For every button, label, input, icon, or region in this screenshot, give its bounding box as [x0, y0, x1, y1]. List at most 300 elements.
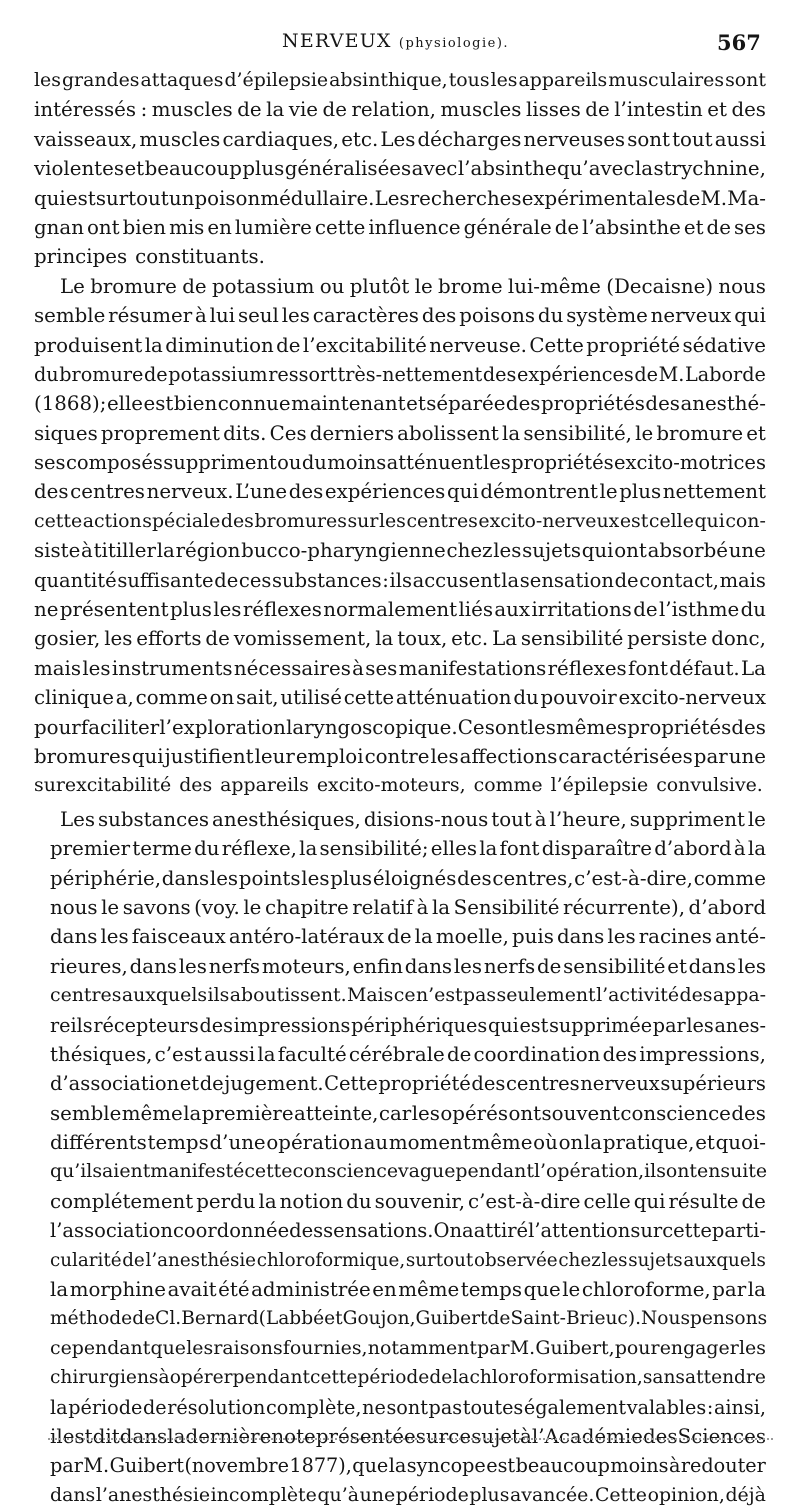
word: à — [733, 837, 746, 861]
word: opérer — [169, 1367, 233, 1389]
word: des — [471, 1072, 506, 1096]
word: nous — [50, 895, 98, 919]
running-head-title — [282, 30, 509, 52]
word: dans — [50, 925, 98, 949]
page-number: 567 — [717, 30, 761, 55]
word: la — [431, 895, 451, 919]
word: ou — [319, 274, 345, 298]
word: reils — [50, 1013, 93, 1037]
word: sujet — [471, 1424, 520, 1448]
word: périphériques — [351, 1013, 488, 1037]
word: récurrente), — [562, 895, 685, 919]
word: comme — [473, 774, 543, 797]
word: pendant — [455, 1160, 534, 1183]
word: l’Académie — [531, 1424, 643, 1448]
word: souvenir, — [374, 1189, 465, 1213]
word: mais — [719, 568, 766, 592]
word: à — [520, 1424, 532, 1448]
word: ont — [665, 1160, 698, 1183]
word: la — [502, 421, 521, 445]
word: Nous — [641, 1308, 690, 1330]
word: que — [523, 1278, 561, 1302]
word: font — [628, 656, 668, 680]
word: atteinte, — [294, 1101, 379, 1125]
word: centres — [70, 480, 145, 504]
paragraph-first-line — [34, 805, 766, 834]
word: de — [614, 568, 639, 592]
word: vaisseaux, — [34, 127, 138, 151]
word: leur — [254, 744, 295, 768]
word: avec — [411, 157, 458, 181]
word: du — [513, 686, 539, 710]
word: affections — [459, 744, 558, 768]
text-line — [34, 477, 766, 506]
word: bromure — [59, 362, 144, 386]
word: Les — [60, 807, 95, 831]
word: les — [527, 715, 556, 739]
word: les — [34, 69, 61, 91]
word: opinion, — [647, 1483, 725, 1506]
word: il — [50, 1424, 63, 1448]
word: moment — [388, 1131, 471, 1155]
word: auxquels — [121, 984, 208, 1007]
word: par — [477, 1336, 510, 1359]
word: expériences — [324, 480, 446, 504]
word: défaut. — [669, 656, 740, 680]
word: sait, — [236, 686, 279, 710]
word: la — [50, 1395, 68, 1419]
word: dans — [50, 1483, 96, 1506]
word: etc. — [451, 627, 489, 651]
word: gnan — [34, 215, 84, 239]
text-line — [34, 1246, 766, 1275]
text-line — [34, 922, 766, 951]
word: à — [416, 895, 429, 919]
word: sujets — [522, 539, 581, 563]
word: est — [619, 509, 649, 532]
word: des — [642, 1424, 678, 1448]
word: qui — [694, 509, 725, 532]
word: ses — [365, 656, 398, 680]
word: et — [695, 1131, 715, 1155]
word: de — [182, 274, 207, 298]
word: nerveux — [650, 304, 732, 328]
word: On — [433, 1219, 463, 1243]
word: toutes — [462, 1395, 524, 1419]
word: observée — [473, 1249, 558, 1271]
word: absorbé — [647, 539, 728, 563]
word: à — [534, 807, 547, 831]
word: sensibilité; — [319, 837, 429, 861]
word: surexcitabilité — [34, 774, 172, 797]
text-line — [34, 1157, 766, 1186]
word: syncope — [406, 1454, 486, 1478]
word: de — [536, 954, 562, 978]
word: est — [143, 392, 174, 416]
word: pour — [34, 715, 81, 739]
word: centres, — [492, 866, 574, 890]
word: et — [707, 98, 727, 122]
word: le — [101, 895, 120, 919]
word: ils — [207, 984, 230, 1007]
text-line — [34, 154, 766, 183]
word: bromures — [254, 509, 347, 532]
word: pensons — [690, 1308, 768, 1330]
word: au — [363, 1131, 389, 1155]
word: (voy. — [194, 895, 240, 919]
word: l’isthme — [658, 598, 740, 622]
word: le — [243, 895, 262, 919]
word: dans — [129, 954, 177, 978]
word: engager — [659, 1336, 739, 1359]
word: (Labbé — [258, 1308, 325, 1330]
word: muscles — [440, 98, 522, 122]
word: sujets — [628, 1249, 683, 1271]
word: conscience — [292, 1160, 398, 1183]
word: accusent — [412, 568, 501, 592]
word: la — [479, 837, 498, 861]
word: : — [140, 98, 148, 122]
word: quoi- — [715, 1131, 766, 1155]
word: l’association — [50, 1219, 173, 1243]
word: moins — [610, 1454, 669, 1478]
word: connue — [217, 392, 291, 416]
word: les — [490, 69, 518, 91]
word: les — [104, 627, 133, 651]
word: de — [205, 627, 230, 651]
word: et — [324, 1308, 343, 1330]
word: des — [602, 1042, 638, 1066]
word: par — [712, 1278, 747, 1302]
word: aux — [494, 598, 531, 622]
word: aient — [102, 1160, 151, 1183]
word: dits. — [223, 421, 267, 445]
word: une — [728, 539, 766, 563]
word: plus — [169, 598, 212, 622]
word: ont — [86, 215, 120, 239]
word: qui — [131, 744, 164, 768]
text-line — [34, 331, 766, 360]
word: n’est — [415, 984, 463, 1007]
word: la — [144, 333, 163, 357]
word: présentent — [59, 598, 169, 622]
word: l’attention — [528, 1219, 631, 1243]
word: anesthésiques, — [212, 807, 361, 831]
word: Bernard — [181, 1308, 259, 1330]
word: bien — [173, 392, 218, 416]
word: généralisées — [284, 157, 412, 181]
word: bromures — [34, 744, 131, 768]
word: différents — [50, 1131, 147, 1155]
word: constituants. — [135, 245, 265, 269]
word: nerveux. — [146, 480, 234, 504]
word: sensibilité — [520, 627, 624, 651]
word: donc, — [711, 627, 766, 651]
word: jugement. — [224, 1072, 324, 1096]
word: la — [183, 1101, 202, 1125]
word: cette — [343, 686, 395, 710]
word: Guibert, — [535, 1336, 615, 1359]
word: sur — [630, 1219, 663, 1243]
word: ce — [448, 1424, 472, 1448]
word: la — [388, 1454, 407, 1478]
word: M. — [83, 1454, 110, 1478]
word: également — [523, 1395, 627, 1419]
word: tout — [491, 807, 532, 831]
word: proprement — [100, 421, 220, 445]
word: été — [218, 1278, 250, 1302]
text-line — [34, 66, 766, 95]
word: est — [65, 186, 96, 210]
text-line — [34, 1304, 766, 1333]
paragraph-first-line — [34, 272, 766, 301]
word: surtout — [95, 186, 169, 210]
word: qui — [34, 186, 66, 210]
word: M. — [509, 1336, 536, 1359]
word: à — [352, 656, 364, 680]
word: résumer — [108, 304, 193, 328]
word: note — [271, 1424, 316, 1448]
running-head-subtitle: (physiologie). — [398, 36, 510, 51]
word: les — [178, 954, 207, 978]
word: que — [150, 1336, 186, 1359]
text-line — [34, 893, 766, 922]
word: sédative — [682, 333, 766, 357]
word: les — [737, 954, 766, 978]
word: cette — [662, 1219, 712, 1243]
word: et — [124, 157, 145, 181]
word: poisons — [459, 304, 536, 328]
word: complète, — [266, 1395, 362, 1419]
word: ont — [508, 1101, 542, 1125]
word: nerveux — [580, 1072, 660, 1096]
word: moteurs, — [261, 954, 351, 978]
word: de — [487, 1308, 511, 1330]
word: puis — [511, 925, 554, 949]
word: dit — [92, 1424, 120, 1448]
word: sur — [347, 509, 379, 532]
word: siques — [34, 421, 98, 445]
word: des — [731, 715, 766, 739]
word: a — [462, 1219, 474, 1243]
word: Sciences — [677, 1424, 766, 1448]
word: le — [635, 421, 654, 445]
word: antéro-latéraux — [228, 925, 385, 949]
word: anté- — [715, 925, 766, 949]
word: absinthique, — [329, 69, 448, 91]
word: temps — [147, 1131, 209, 1155]
word: de — [634, 362, 659, 386]
word: ce — [393, 984, 416, 1007]
word: l’absinthe — [457, 157, 557, 181]
word: en — [207, 215, 232, 239]
word: opérés — [440, 1101, 508, 1125]
word: plus — [330, 866, 373, 890]
word: moelle, — [435, 925, 509, 949]
word: semble — [34, 304, 106, 328]
word: elles — [430, 837, 477, 861]
word: d’association — [50, 1072, 180, 1096]
word: de — [122, 1249, 145, 1271]
word: d’épilepsie — [224, 69, 329, 91]
word: du — [740, 598, 766, 622]
word: de — [143, 362, 168, 386]
word: L’une — [235, 480, 288, 504]
word: à — [158, 1367, 170, 1389]
word: substances — [97, 807, 210, 831]
word: nettement — [662, 480, 766, 504]
word: qu’avec — [557, 157, 635, 181]
word: ces — [238, 568, 272, 592]
word: avancée. — [510, 1483, 595, 1506]
word: manifestations — [398, 656, 547, 680]
word: ensuite — [697, 1160, 768, 1183]
word: opération — [266, 1131, 363, 1155]
text-line — [34, 213, 766, 242]
word: contre — [364, 744, 430, 768]
word: attendre — [685, 1367, 766, 1389]
word: ou — [277, 451, 302, 475]
text-line — [34, 1275, 766, 1304]
word: les — [482, 451, 511, 475]
word: du — [301, 451, 327, 475]
word: les — [301, 866, 330, 890]
word: potassium — [211, 274, 315, 298]
word: même — [398, 1278, 460, 1302]
word: notion — [279, 1189, 344, 1213]
word: violentes — [34, 157, 124, 181]
word: c’est — [154, 1042, 202, 1066]
word: disparaître — [541, 837, 652, 861]
word: Cette — [529, 333, 584, 357]
text-line — [34, 834, 766, 863]
word: les — [430, 744, 459, 768]
word: où — [533, 1131, 558, 1155]
word: efforts — [136, 627, 202, 651]
word: de — [675, 186, 701, 210]
word: thésiques, — [50, 1042, 153, 1066]
word: du — [34, 362, 59, 386]
word: potassium — [168, 362, 268, 386]
word: appareils — [220, 774, 309, 797]
word: disions-nous — [363, 807, 489, 831]
word: la — [414, 925, 433, 949]
word: appareils — [518, 69, 608, 91]
word: la — [501, 568, 520, 592]
word: complétement — [50, 1189, 194, 1213]
word: chirurgiens — [50, 1367, 159, 1389]
word: valables — [626, 1395, 707, 1419]
word: on — [209, 686, 235, 710]
word: suppriment — [163, 451, 277, 475]
word: dernière — [185, 1424, 272, 1448]
word: d’abord — [654, 837, 732, 861]
word: et — [746, 421, 766, 445]
word: la — [50, 1278, 69, 1302]
word: atténuation — [395, 686, 512, 710]
word: atténuent — [386, 451, 483, 475]
word: on — [558, 1131, 584, 1155]
word: expériences — [516, 362, 634, 386]
word: méthode — [50, 1308, 133, 1330]
word: redouter — [680, 1454, 766, 1478]
word: les — [453, 954, 483, 978]
word: spéciale — [142, 509, 221, 532]
word: notamment — [367, 1336, 477, 1359]
word: points — [238, 866, 301, 890]
word: a, — [115, 686, 134, 710]
word: la — [167, 1424, 186, 1448]
word: raisons — [213, 1336, 283, 1359]
word: périphérie, — [50, 866, 162, 890]
text-line — [34, 683, 766, 712]
word: (novembre — [184, 1454, 289, 1478]
word: muscles — [151, 98, 233, 122]
word: morphine — [69, 1278, 166, 1302]
word: chloroformisation, — [469, 1367, 643, 1389]
word: période — [68, 1395, 143, 1419]
running-head-word: NERVEUX — [282, 30, 392, 52]
word: Cl. — [155, 1308, 182, 1330]
word: et — [683, 215, 704, 239]
word: est — [62, 1424, 93, 1448]
word: et — [179, 1072, 200, 1096]
word: des — [288, 480, 324, 504]
word: les — [607, 925, 636, 949]
word: dans — [556, 925, 605, 949]
word: la — [258, 1189, 277, 1213]
word: fournies, — [282, 1336, 368, 1359]
word: lumière — [234, 215, 312, 239]
word: savons — [122, 895, 191, 919]
word: de — [554, 215, 580, 239]
word: con- — [725, 509, 766, 532]
word: de — [387, 925, 412, 949]
word: attiré — [473, 1219, 529, 1243]
word: même — [121, 1101, 183, 1125]
word: du — [194, 837, 220, 861]
word: la — [747, 1278, 766, 1302]
word: de — [214, 568, 239, 592]
word: cardiaques, — [222, 127, 340, 151]
word: générale — [463, 215, 552, 239]
word: les — [82, 656, 111, 680]
word: sensibilité — [563, 954, 666, 978]
word: titiller — [93, 539, 156, 563]
word: cependant — [50, 1336, 151, 1359]
word: et — [667, 954, 687, 978]
word: incomplète — [210, 1483, 317, 1506]
word: anesthé- — [680, 392, 766, 416]
word: persiste — [627, 627, 708, 651]
word: racines — [638, 925, 712, 949]
word: par — [693, 744, 728, 768]
word: chloroformique, — [256, 1249, 406, 1271]
word: de — [142, 1395, 167, 1419]
word: tout — [672, 127, 713, 151]
word: pas — [428, 1395, 463, 1419]
word: la — [375, 627, 394, 651]
word: caractérisées — [558, 744, 693, 768]
word: présentée — [315, 1424, 416, 1448]
word: justifient — [164, 744, 254, 768]
word: liés — [458, 598, 493, 622]
word: que — [352, 1454, 389, 1478]
word: nécessaires — [233, 656, 351, 680]
word: nerfs — [483, 954, 536, 978]
word: les — [281, 304, 310, 328]
word: vomissement, — [233, 627, 372, 651]
